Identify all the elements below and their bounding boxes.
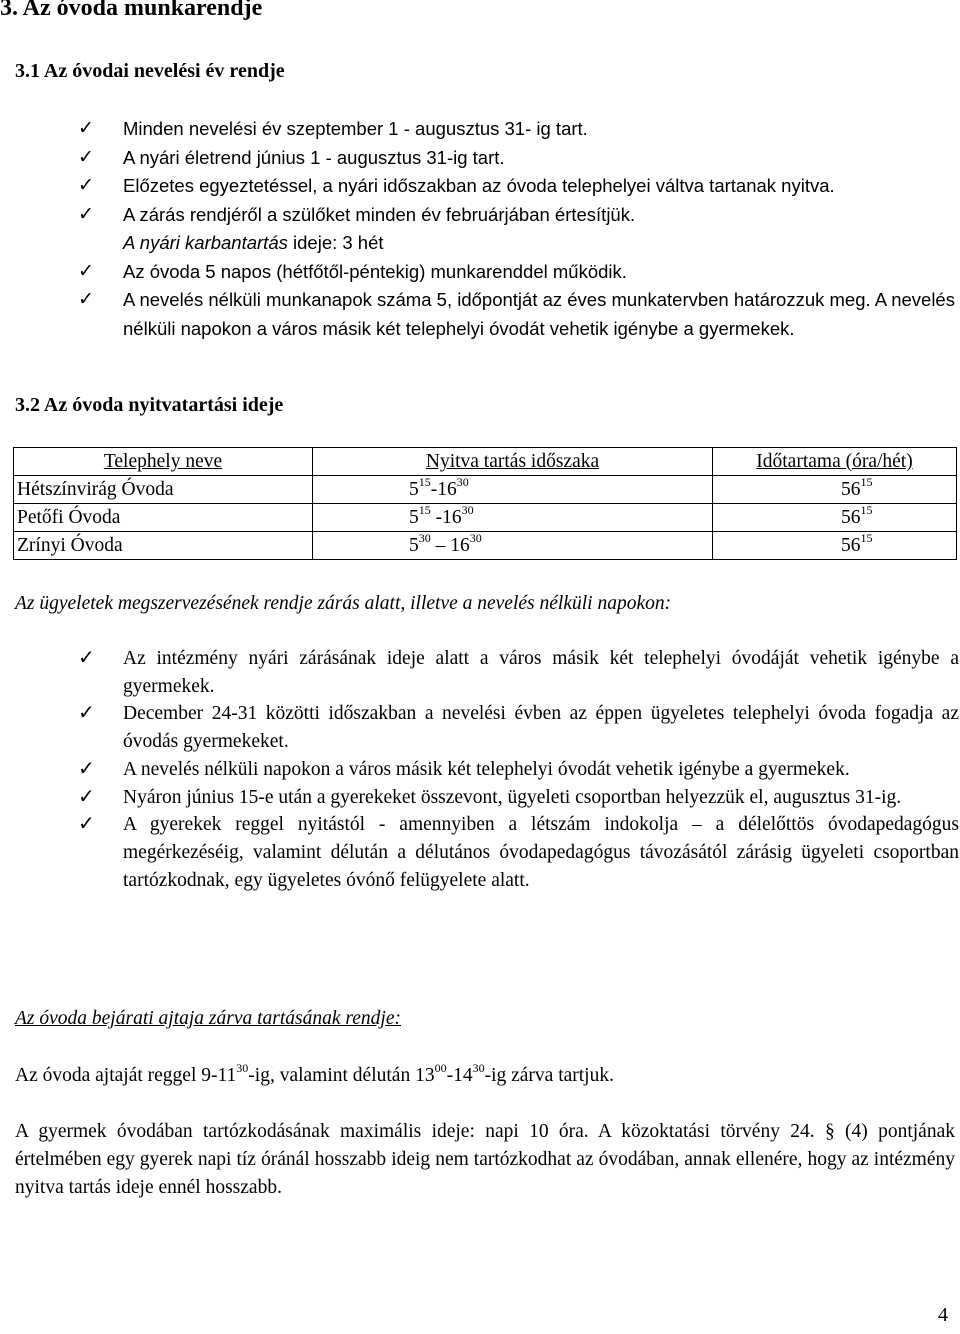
page-number: 4	[938, 1304, 948, 1326]
list-item: ✓ A gyerekek reggel nyitástól - amennyiben a létszám indokolja – a délelőttös óvodapedagógus megérkezéséig, valamint délután a délutános óvodapedagógus távozásától zárásig ügyeleti csoportban tartózkodnak, egy ügyeletes óvónő felügyelete alatt.	[78, 813, 959, 891]
page-title: 3. Az óvoda munkarendje	[0, 0, 263, 21]
list-item: ✓ A nevelés nélküli napokon a város másik két telephelyi óvodát vehetik igénybe a gyermekek.	[123, 756, 959, 784]
section-heading-2: 3.2 Az óvoda nyitvatartási ideje	[15, 394, 284, 416]
school-year-list	[78, 115, 960, 343]
list-item: ✓ Előzetes egyeztetéssel, a nyári időszakban az óvoda telephelyei váltva tartanak nyitva.	[123, 172, 960, 201]
entrance-heading: Az óvoda bejárati ajtaja zárva tartásának rendje:	[15, 1008, 401, 1029]
check-icon: ✓	[78, 647, 95, 669]
max-time-paragraph: A gyermek óvodában tartózkodásának maximális ideje: napi 10 óra. A közoktatási törvény 24. § (4) pontjának értelmében egy gyerek napi tíz óránál hosszabb ideig nem tartózkodhat az óvodában, annak ellenére, hogy az intézmény nyitva tartás ideje ennél hosszabb.	[15, 1121, 955, 1198]
list-item: ✓ Az óvoda 5 napos (hétfőtől-péntekig) munkarenddel működik.	[123, 258, 960, 287]
table-row: Hétszínvirág Óvoda $5^{15}-16^{30}$ $56^{15}$	[14, 476, 957, 504]
table-row: Petőfi Óvoda $5^{15}$ $-16^{30}$ $56^{15}$	[14, 504, 957, 532]
list-item: ✓ A nevelés nélküli munkanapok száma 5, időpontját az éves munkatervben határozzuk meg. A nevelés nélküli napokon a város másik két telephelyi óvodát vehetik igénybe a gyermekek.	[123, 286, 960, 343]
check-icon: ✓	[78, 175, 94, 196]
check-icon: ✓	[78, 146, 94, 168]
list-item: ✓ December 24-31 közötti időszakban a nevelési évben az éppen ügyeletes telephelyi óvoda fogadja az óvodás gyermekeket.	[78, 702, 959, 753]
duty-list	[78, 645, 959, 894]
opening-hours-table	[13, 447, 957, 560]
list-item: ✓ Nyáron június 15-e után a gyerekeket összevont, ügyeleti csoportban helyezzük el, augusztus 31-ig.	[123, 784, 959, 812]
list-item: ✓ Az intézmény nyári zárásának ideje alatt a város másik két telephelyi óvodáját vehetik igénybe a gyermekek.	[78, 647, 959, 697]
check-icon: ✓	[78, 813, 95, 836]
list-item: ✓ A zárás rendjéről a szülőket minden év februárjában értesítjük.	[123, 201, 960, 230]
table-header: Nyitva tartás időszaka	[313, 448, 713, 476]
check-icon: ✓	[78, 702, 95, 725]
check-icon: ✓	[78, 757, 95, 780]
table-header-row	[14, 448, 957, 476]
check-icon: ✓	[78, 203, 94, 225]
check-icon: ✓	[78, 785, 95, 808]
list-item: A nyári karbantartás ideje: 3 hét	[123, 232, 384, 253]
table-row: Zrínyi Óvoda $5^{30} - 16^{30}$ $56^{15}$	[14, 532, 957, 560]
section-heading-1: 3.1 Az óvodai nevelési év rendje	[15, 60, 285, 82]
duty-heading: Az ügyeletek megszervezésének rendje zárás alatt, illetve a nevelés nélküli napokon:	[15, 593, 672, 614]
list-item: ✓ A nyári életrend június 1 - augusztus 31-ig tart.	[123, 144, 960, 173]
check-icon: ✓	[78, 260, 94, 282]
check-icon: ✓	[78, 118, 94, 139]
table-header: Telephely neve	[14, 448, 313, 476]
check-icon: ✓	[78, 289, 94, 310]
table-header: Időtartama (óra/hét)	[713, 448, 957, 476]
list-item: ✓ Minden nevelési év szeptember 1 - augusztus 31- ig tart.	[123, 115, 960, 144]
entrance-paragraph: Az óvoda ajtaját reggel $9-11^{30}-ig$, valamint délután $13^{00}-14^{30}-ig$ zárva tartjuk.	[15, 1060, 614, 1086]
